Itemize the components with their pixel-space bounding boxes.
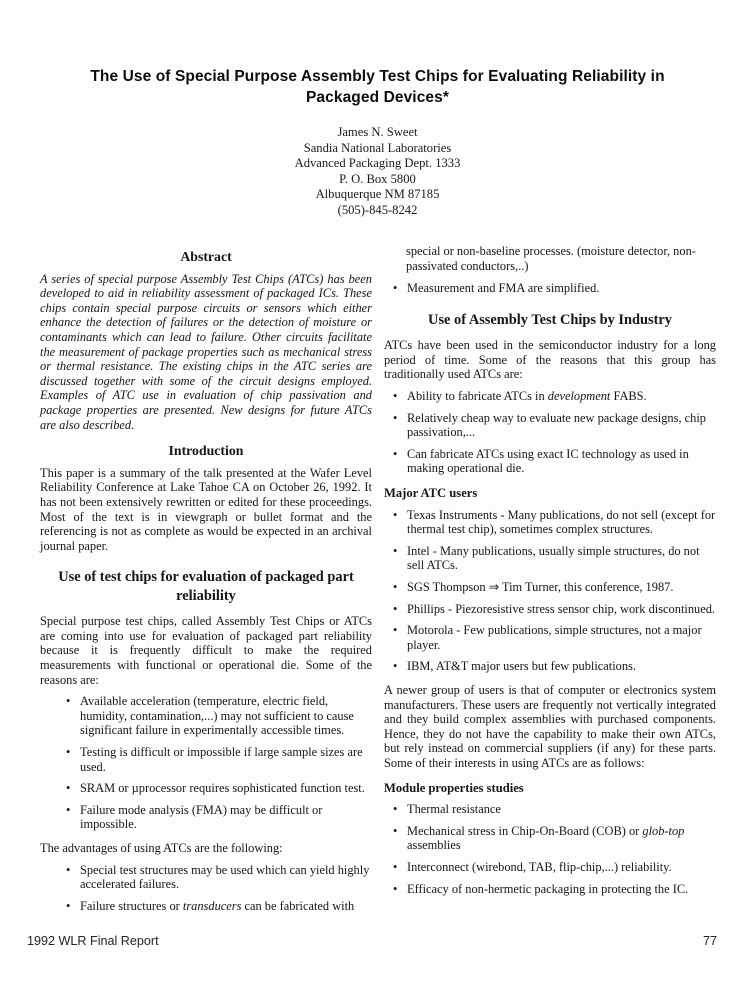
list-item-text: Phillips - Piezoresistive stress sensor chip, work discontinued. xyxy=(407,601,716,616)
bullet-icon: • xyxy=(393,580,398,594)
bullet-icon: • xyxy=(393,389,398,404)
list-item-text-pre: Ability to fabricate ATCs in xyxy=(407,389,548,404)
author-name: James N. Sweet xyxy=(337,125,418,139)
major-atc-users-heading: Major ATC users xyxy=(384,486,478,501)
bullet-icon: • xyxy=(66,745,71,760)
bullet-icon: • xyxy=(66,862,71,877)
bullet-icon: • xyxy=(66,781,71,796)
abstract-paragraph: A series of special purpose Assembly Test Chips (ATCs) has been developed to aid in reliability assessment of packaged ICs. These chips contain special purpose circuits or sensors which either enhance the detection of failures or the detection of moisture or contaminants which can lead to failure. Other circuits facilitate the measurement of package properties such as mechanical stress or thermal resistance. The existing chips in the ATC series are discussed together with some of the circuit designs employed. Examples of ATC use in evaluation of chip passivation and package properties are presented. New designs for future ATCs are also described. xyxy=(40,271,372,432)
list-item-text: Intel - Many publications, usually simple structures, do not sell ATCs. xyxy=(407,543,700,573)
bullet-icon: • xyxy=(393,823,398,838)
list-item xyxy=(384,281,716,296)
list-item xyxy=(384,544,716,573)
footer-report-label: 1992 WLR Final Report xyxy=(27,934,159,948)
author-phone: (505)-845-8242 xyxy=(337,202,418,217)
list-item-text: Measurement and FMA are simplified. xyxy=(407,281,600,296)
author-department: Advanced Packaging Dept. 1333 xyxy=(294,156,461,170)
list-item-text: Interconnect (wirebond, TAB, flip-chip,...) reliability. xyxy=(407,859,672,874)
list-item-text: SRAM or µprocessor requires sophisticated function test. xyxy=(80,781,365,796)
list-item-text-em: development xyxy=(547,389,611,404)
bullet-icon: • xyxy=(66,694,71,709)
bullet-icon: • xyxy=(393,543,398,558)
list-item-text: Thermal resistance xyxy=(407,802,501,817)
list-item-text: Special test structures may be used which can yield highly accelerated failures. xyxy=(80,862,370,892)
list-item xyxy=(40,781,372,796)
list-item-text: Can fabricate ATCs using exact IC technology as used in making operational die. xyxy=(407,446,689,476)
paper-title-line-1: The Use of Special Purpose Assembly Test Chips for Evaluating Reliability in xyxy=(90,68,665,85)
list-item xyxy=(384,659,716,674)
bullet-icon: • xyxy=(66,802,71,817)
list-item-text: Efficacy of non-hermetic packaging in protecting the IC. xyxy=(407,881,689,896)
list-item-text: Failure mode analysis (FMA) may be difficult or impossible. xyxy=(80,802,323,832)
list-item xyxy=(384,580,716,595)
list-item-text xyxy=(80,899,372,914)
two-column-body xyxy=(40,244,716,913)
list-item-text xyxy=(407,389,716,404)
abstract-heading: Abstract xyxy=(180,249,232,264)
list-item-text: Texas Instruments - Many publications, do not sell (except for thermal test chip), sometimes complex structures. xyxy=(407,507,716,537)
list-item xyxy=(384,389,716,404)
list-item xyxy=(384,602,716,617)
list-item-text-em: transducers xyxy=(182,898,242,913)
test-chips-section-heading: Use of test chips for evaluation of packaged part reliability xyxy=(58,569,354,604)
bullet-icon: • xyxy=(393,802,398,817)
list-item xyxy=(40,899,372,914)
list-item xyxy=(40,863,372,892)
list-item xyxy=(40,694,372,738)
bullet-icon: • xyxy=(393,623,398,638)
right-column xyxy=(384,244,716,913)
list-item-text-post: can be fabricated with xyxy=(241,898,355,913)
introduction-paragraph: This paper is a summary of the talk presented at the Wafer Level Reliability Conference at Lake Tahoe CA on October 26, 1992. It has not been extensively rewritten or edited for these proceedings. Most of the text is in viewgraph or bullet format and the referencing is not as complete as would be expected in an archival journal paper. xyxy=(40,465,372,553)
bullet-icon: • xyxy=(393,859,398,874)
bullet-icon: • xyxy=(66,898,71,913)
list-item-text: SGS Thompson ⇒ Tim Turner, this conference, 1987. xyxy=(407,580,674,594)
author-block xyxy=(0,125,755,218)
bullet-icon: • xyxy=(393,410,398,425)
bullet-icon: • xyxy=(393,601,398,616)
list-item-text-pre: Mechanical stress in Chip-On-Board (COB) or xyxy=(407,823,643,838)
list-item xyxy=(40,745,372,774)
industry-section-heading: Use of Assembly Test Chips by Industry xyxy=(428,311,672,328)
list-item-text-post: assemblies xyxy=(407,838,461,853)
list-item-text: Available acceleration (temperature, electric field, humidity, contamination,...) may not sufficient to cause significant failure in experimentally accessible times. xyxy=(80,694,354,738)
page-footer xyxy=(27,934,717,948)
bullet-icon: • xyxy=(393,281,398,296)
bullet-icon: • xyxy=(393,446,398,461)
introduction-heading: Introduction xyxy=(168,443,244,459)
list-item-text: Relatively cheap way to evaluate new package designs, chip passivation,... xyxy=(407,410,706,440)
left-column xyxy=(40,244,372,913)
list-item xyxy=(384,411,716,440)
author-city: Albuquerque NM 87185 xyxy=(315,187,440,201)
footer-page-number: 77 xyxy=(702,934,717,948)
industry-paragraph: ATCs have been used in the semiconductor industry for a long period of time. Some of the reasons that this group has traditionally used ATCs are: xyxy=(384,338,716,382)
list-item-text-em: glob-top xyxy=(642,823,685,838)
list-item-text xyxy=(407,824,716,853)
author-affiliation: Sandia National Laboratories xyxy=(303,140,452,155)
list-item xyxy=(384,623,716,652)
advantages-lead: The advantages of using ATCs are the following: xyxy=(40,841,283,855)
list-item xyxy=(384,860,716,875)
bullet-icon: • xyxy=(393,881,398,896)
list-item xyxy=(384,508,716,537)
bullet-icon: • xyxy=(393,507,398,522)
newer-users-paragraph: A newer group of users is that of computer or electronics system manufacturers. These users are frequently not vertically integrated and they build complex assemblies with purchased components. Hence, they do not have the capability to make their own ATCs, but rely instead on commercial suppliers (if any) for these parts. Some of their interests in using ATCs are as follows: xyxy=(384,682,716,770)
paper-title xyxy=(0,66,755,108)
list-item xyxy=(384,824,716,853)
paper-title-line-2: Packaged Devices* xyxy=(305,89,450,106)
list-item-text: Testing is difficult or impossible if large sample sizes are used. xyxy=(80,745,363,774)
bullet-icon: • xyxy=(393,659,398,674)
test-chips-paragraph: Special purpose test chips, called Assembly Test Chips or ATCs are coming into use for evaluation of packaged part reliability because it is frequently difficult to make the required measurements with functional or operational die. Some of the reasons are: xyxy=(40,614,372,687)
list-item xyxy=(384,882,716,897)
module-properties-heading: Module properties studies xyxy=(384,780,524,795)
list-item-text-post: FABS. xyxy=(610,389,647,404)
author-po-box: P. O. Box 5800 xyxy=(339,171,416,186)
list-item xyxy=(384,447,716,476)
list-item-text: Motorola - Few publications, simple structures, not a major player. xyxy=(407,623,702,652)
continuation-paragraph: special or non-baseline processes. (moisture detector, non-passivated conductors,..) xyxy=(406,244,696,273)
list-item xyxy=(40,803,372,832)
list-item-text-pre: Failure structures or xyxy=(80,898,183,913)
list-item-text: IBM, AT&T major users but few publications. xyxy=(407,659,636,674)
list-item xyxy=(384,802,716,817)
